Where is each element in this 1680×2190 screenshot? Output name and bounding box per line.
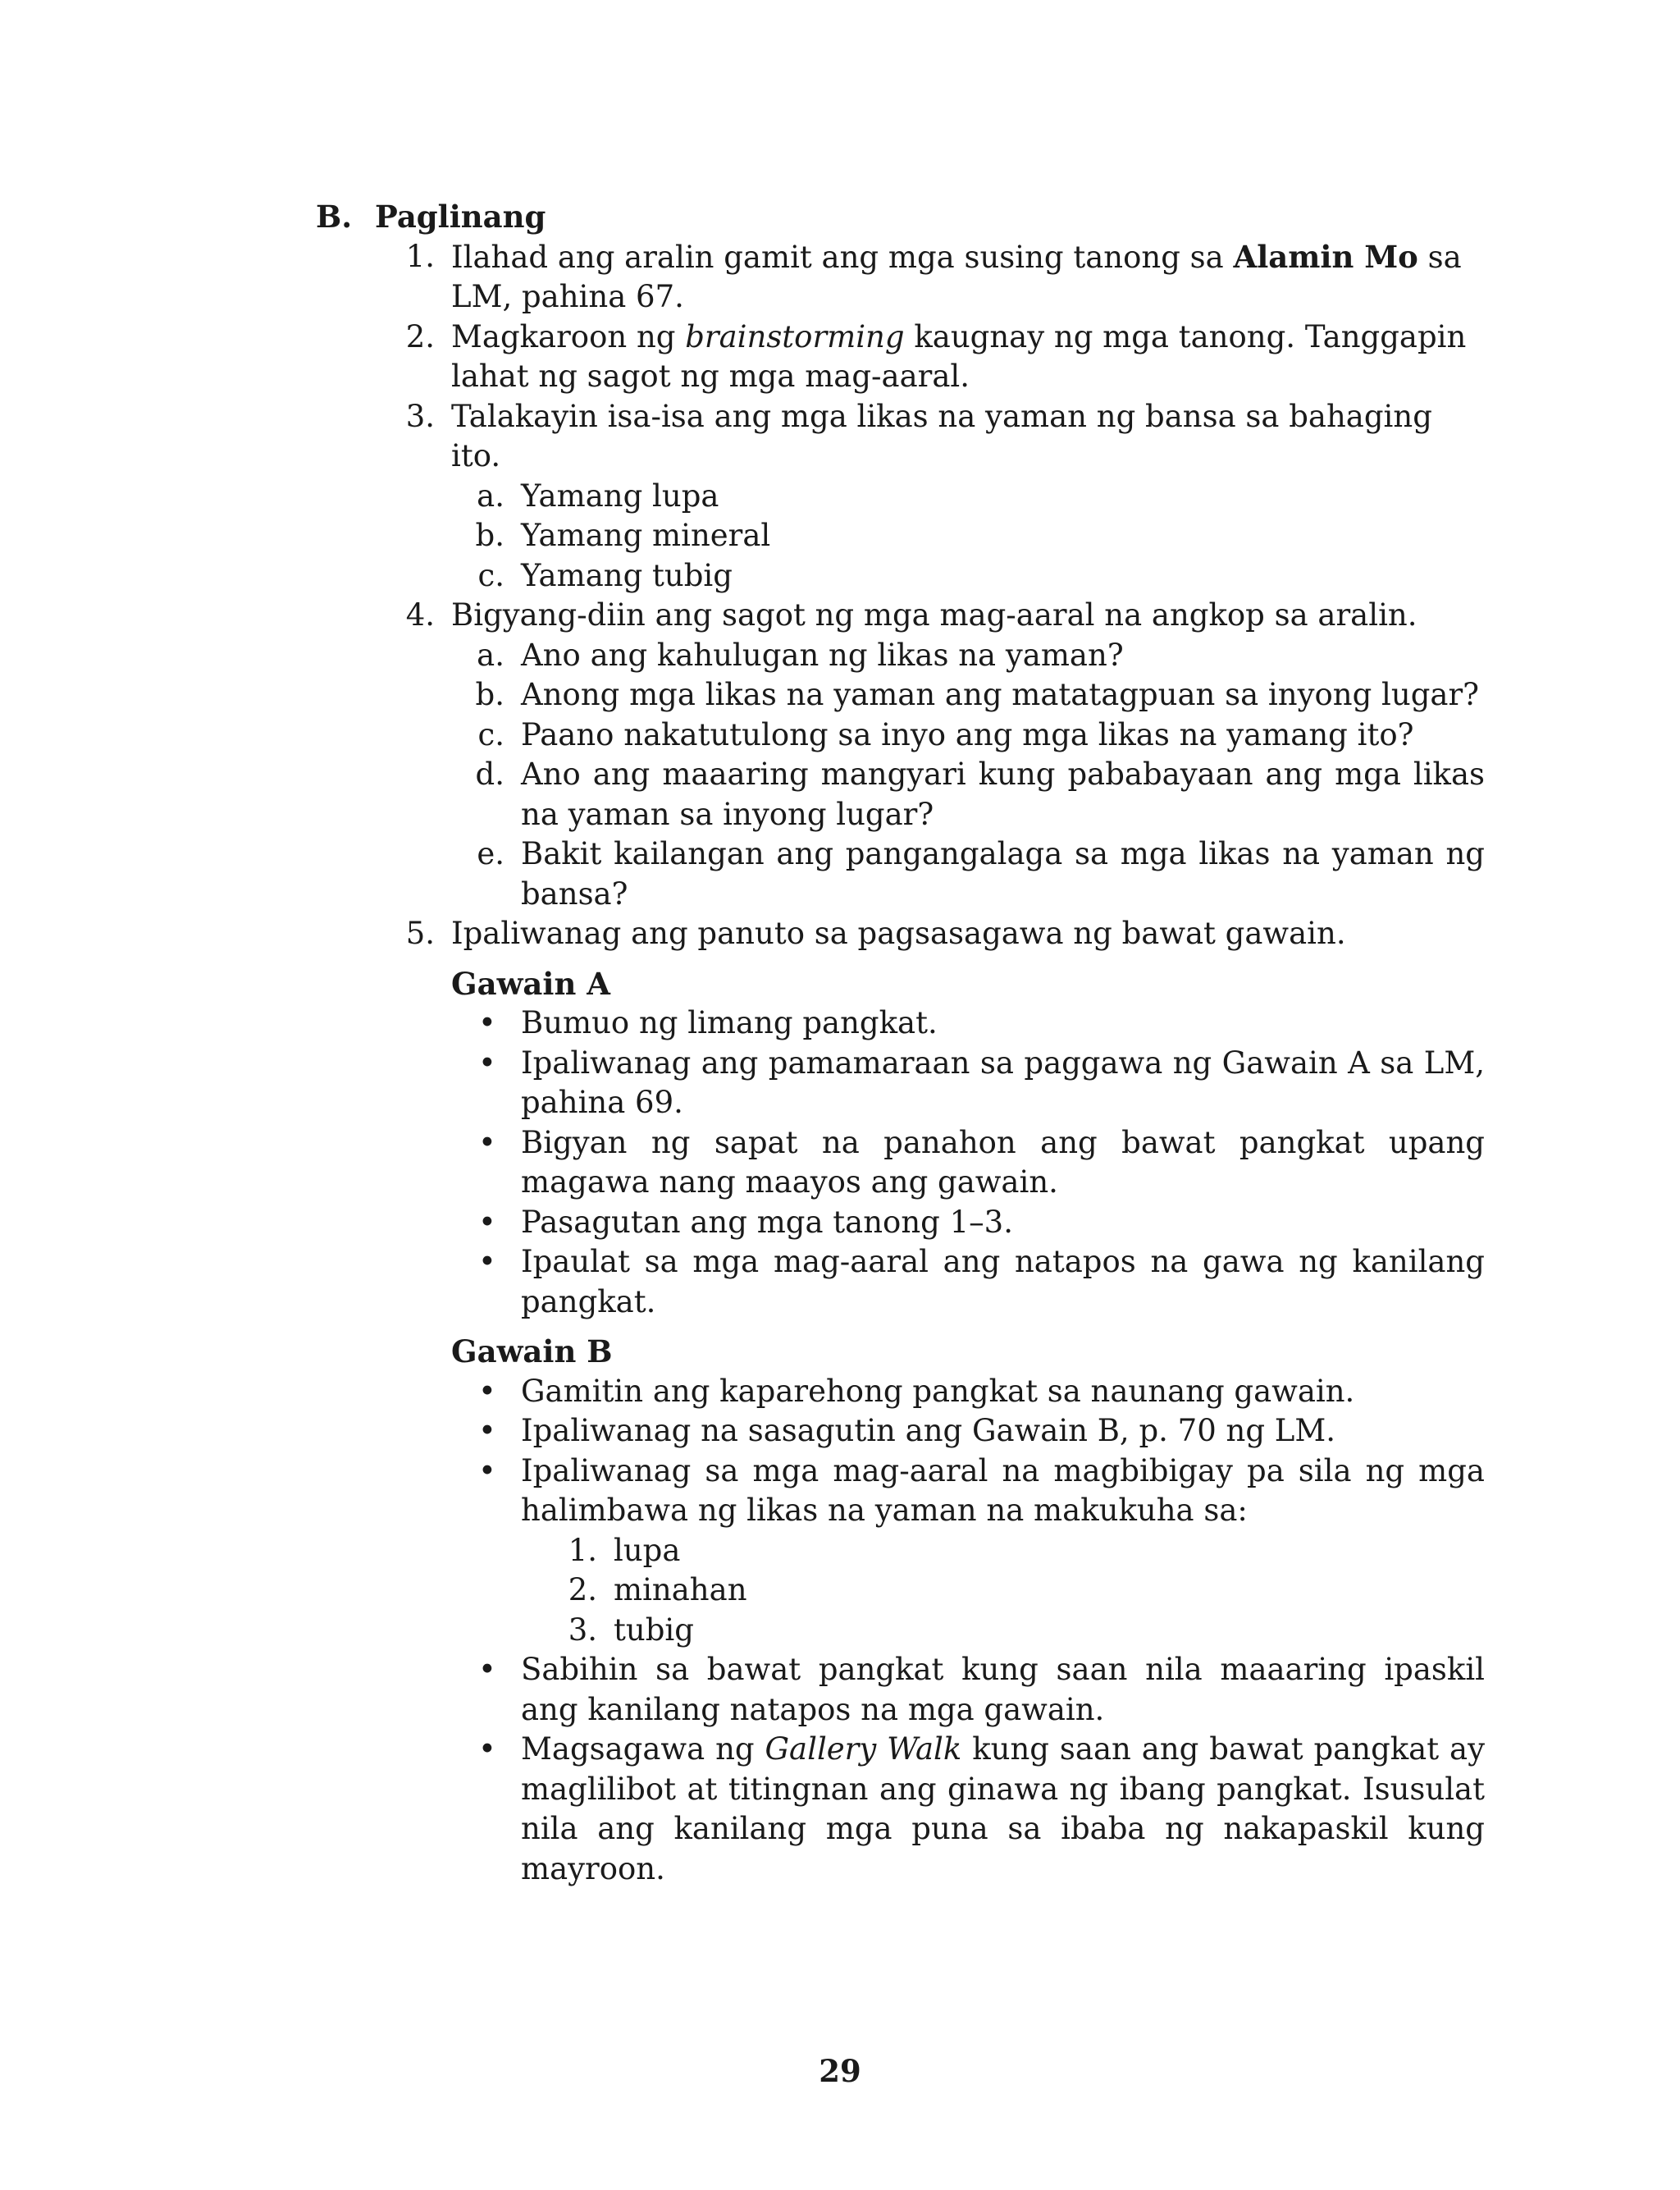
bullet-item bbox=[316, 1044, 1485, 1123]
bullet-item bbox=[316, 1242, 1485, 1322]
sub-item-number: 3. bbox=[568, 1612, 597, 1648]
sub-item-letter: a. bbox=[477, 637, 504, 673]
bullet-item bbox=[316, 1372, 1485, 1412]
bullet-item bbox=[316, 1203, 1485, 1243]
item-text bbox=[451, 237, 1485, 318]
bullet-text: Gamitin ang kaparehong pangkat sa naunang gawain. bbox=[521, 1373, 1355, 1409]
list-item-4 bbox=[316, 596, 1485, 636]
gawain-b-heading: Gawain B bbox=[451, 1333, 613, 1369]
bullet-icon: • bbox=[478, 1045, 496, 1081]
sub-item-text: Bakit kailangan ang pangangalaga sa mga likas na yaman ng bansa? bbox=[521, 836, 1485, 912]
numbered-sub-item bbox=[316, 1570, 1485, 1611]
bullet-item bbox=[316, 1730, 1485, 1889]
item-text-part: kaugnay ng mga tanong. Tanggapin lahat ng sagot ng mga mag-aaral. bbox=[451, 318, 1467, 394]
sub-item bbox=[316, 636, 1485, 676]
bullet-icon: • bbox=[478, 1005, 496, 1040]
numbered-sub-item bbox=[316, 1531, 1485, 1571]
bullet-icon: • bbox=[478, 1652, 496, 1687]
sub-item bbox=[316, 556, 1485, 597]
bullet-text-part: kung saan ang bawat pangkat ay maglilibot at titingnan ang ginawa ng ibang pangkat. Isusulat nila ang kanilang mga puna sa ibaba ng nakapaskil kung mayroon. bbox=[521, 1731, 1485, 1886]
section-heading bbox=[316, 197, 1485, 237]
bullet-item bbox=[316, 1004, 1485, 1044]
bullet-text bbox=[521, 1730, 1485, 1889]
sub-item-letter: a. bbox=[477, 478, 504, 514]
bullet-text: Bigyan ng sapat na panahon ang bawat pangkat upang magawa nang maayos ang gawain. bbox=[521, 1124, 1485, 1200]
brainstorming-italic: brainstorming bbox=[685, 318, 905, 354]
item-text: Bigyang-diin ang sagot ng mga mag-aaral na angkop sa aralin. bbox=[451, 597, 1418, 633]
bullet-icon: • bbox=[478, 1452, 496, 1488]
item-text bbox=[451, 318, 1485, 397]
sub-item-text: Yamang lupa bbox=[521, 478, 719, 514]
bullet-icon: • bbox=[478, 1731, 496, 1767]
sub-item-text: Yamang tubig bbox=[521, 557, 733, 593]
sub-item bbox=[316, 834, 1485, 914]
list-item-2 bbox=[316, 318, 1485, 397]
bullet-item bbox=[316, 1650, 1485, 1730]
sub-item-letter: d. bbox=[475, 757, 504, 792]
item-text-part: Ilahad ang aralin gamit ang mga susing tanong sa bbox=[451, 239, 1234, 275]
item-number: 2. bbox=[405, 318, 435, 354]
item-number: 3. bbox=[405, 398, 435, 434]
sub-item-text: tubig bbox=[614, 1612, 694, 1648]
item-number: 4. bbox=[405, 597, 435, 633]
bullet-text: Ipaliwanag sa mga mag-aaral na magbibigay pa sila ng mga halimbawa ng likas na yaman na makukuha sa: bbox=[521, 1452, 1485, 1528]
list-item-5 bbox=[316, 914, 1485, 954]
sub-item-letter: b. bbox=[475, 677, 504, 712]
sub-item-letter: c. bbox=[477, 557, 504, 593]
gawain-a-heading: Gawain A bbox=[451, 965, 610, 1002]
list-item-3 bbox=[316, 397, 1485, 477]
item-number: 1. bbox=[405, 238, 435, 274]
alamin-mo-bold: Alamin Mo bbox=[1233, 238, 1418, 275]
sub-item-text: Yamang mineral bbox=[521, 518, 771, 553]
sub-item-number: 2. bbox=[568, 1572, 597, 1607]
page-content bbox=[316, 197, 1485, 1889]
sub-item-text: Ano ang maaaring mangyari kung pababayaan ang mga likas na yaman sa inyong lugar? bbox=[521, 757, 1485, 832]
gallery-walk-italic: Gallery Walk bbox=[765, 1731, 962, 1767]
sub-item-text: Ano ang kahulugan ng likas na yaman? bbox=[521, 637, 1124, 673]
bullet-text: Sabihin sa bawat pangkat kung saan nila maaaring ipaskil ang kanilang natapos na mga gawain. bbox=[521, 1652, 1485, 1727]
sub-item-letter: b. bbox=[475, 518, 504, 553]
sub-item-text: Paano nakatutulong sa inyo ang mga likas na yamang ito? bbox=[521, 716, 1414, 752]
bullet-item bbox=[316, 1123, 1485, 1203]
sub-item bbox=[316, 477, 1485, 517]
sub-item-number: 1. bbox=[568, 1532, 597, 1568]
bullet-text: Bumuo ng limang pangkat. bbox=[521, 1005, 938, 1040]
item-text: Talakayin isa-isa ang mga likas na yaman ng bansa sa bahaging ito. bbox=[451, 398, 1432, 473]
sub-item bbox=[316, 755, 1485, 834]
section-title: Paglinang bbox=[375, 199, 546, 235]
sub-item-text: lupa bbox=[614, 1532, 681, 1568]
sub-item-text: minahan bbox=[614, 1572, 747, 1607]
section-letter: B. bbox=[316, 199, 353, 235]
sub-item bbox=[316, 516, 1485, 556]
bullet-icon: • bbox=[478, 1244, 496, 1279]
item-text-part: sa LM, pahina 67. bbox=[451, 239, 1462, 314]
bullet-icon: • bbox=[478, 1413, 496, 1448]
bullet-icon: • bbox=[478, 1373, 496, 1409]
bullet-text: Pasagutan ang mga tanong 1–3. bbox=[521, 1204, 1013, 1240]
sub-item bbox=[316, 716, 1485, 756]
sub-item bbox=[316, 675, 1485, 716]
item-text-part: Magkaroon ng bbox=[451, 318, 686, 354]
numbered-sub-item bbox=[316, 1611, 1485, 1651]
bullet-text: Ipaulat sa mga mag-aaral ang natapos na gawa ng kanilang pangkat. bbox=[521, 1244, 1485, 1319]
bullet-text: Ipaliwanag na sasagutin ang Gawain B, p. 70 ng LM. bbox=[521, 1413, 1336, 1448]
sub-item-text: Anong mga likas na yaman ang matatagpuan sa inyong lugar? bbox=[521, 677, 1479, 712]
sub-item-letter: c. bbox=[477, 716, 504, 752]
bullet-item bbox=[316, 1452, 1485, 1531]
bullet-icon: • bbox=[478, 1124, 496, 1160]
sub-item-letter: e. bbox=[477, 836, 504, 871]
list-item-1 bbox=[316, 237, 1485, 318]
bullet-text-part: Magsagawa ng bbox=[521, 1731, 765, 1767]
item-number: 5. bbox=[405, 916, 435, 951]
page-number: 29 bbox=[819, 2053, 861, 2089]
item-text: Ipaliwanag ang panuto sa pagsasagawa ng bawat gawain. bbox=[451, 916, 1346, 951]
bullet-icon: • bbox=[478, 1204, 496, 1240]
bullet-item bbox=[316, 1411, 1485, 1452]
bullet-text: Ipaliwanag ang pamamaraan sa paggawa ng Gawain A sa LM, pahina 69. bbox=[521, 1045, 1485, 1120]
